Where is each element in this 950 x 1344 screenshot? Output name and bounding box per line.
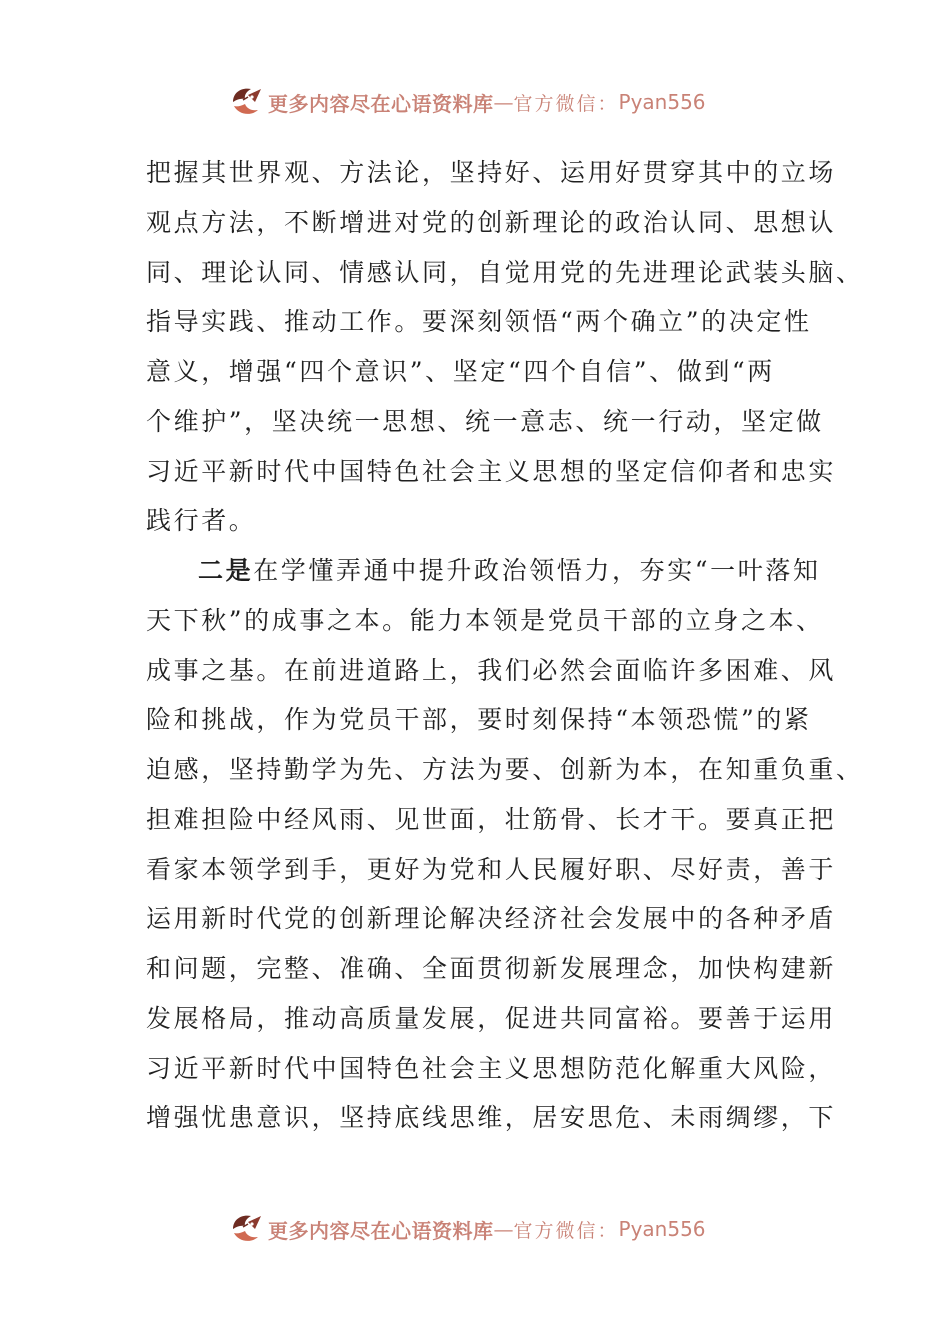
banner-wechat-label: 官方微信：: [513, 1219, 619, 1242]
document-body: [146, 148, 864, 1143]
banner-title: 更多内容尽在心语资料库: [268, 91, 494, 116]
p1-line: 习近平新时代中国特色社会主义思想的坚定信仰者和忠实: [146, 456, 837, 486]
p2-line: 发展格局，推动高质量发展，促进共同富裕。要善于运用: [146, 1003, 837, 1033]
p1-line: 个维护”，坚决统一思想、统一意志、统一行动，坚定做: [146, 406, 824, 436]
p2-line: 担难担险中经风雨、见世面，壮筋骨、长才干。要真正把: [146, 804, 837, 834]
p1-line: 指导实践、推动工作。要深刻领悟“两个确立”的决定性: [146, 307, 812, 337]
p2-lead: 二是: [198, 556, 254, 585]
p1-line: 观点方法，不断增进对党的创新理论的政治认同、思想认: [146, 207, 837, 237]
p2-line: 天下秋”的成事之本。能力本领是党员干部的立身之本、: [146, 605, 824, 635]
banner-dash: —: [493, 1217, 514, 1241]
banner-wechat-id: Pyan556: [618, 1217, 706, 1241]
p2-line: 和问题，完整、准确、全面贯彻新发展理念，加快构建新: [146, 954, 837, 983]
p2-line: 习近平新时代中国特色社会主义思想防范化解重大风险，: [146, 1053, 837, 1083]
banner-dash: —: [493, 90, 514, 114]
p2-line: 看家本领学到手，更好为党和人民履好职、尽好责，善于: [146, 854, 837, 884]
p2-first-line: [146, 546, 821, 596]
banner-wechat-id: Pyan556: [618, 90, 706, 114]
p1-line: 把握其世界观、方法论，坚持好、运用好贯穿其中的立场: [146, 158, 837, 187]
banner-title: 更多内容尽在心语资料库: [268, 1218, 494, 1243]
p2-line: 运用新时代党的创新理论解决经济社会发展中的各种矛盾: [146, 904, 837, 934]
footer-banner: [228, 1211, 748, 1247]
p2-line: 险和挑战，作为党员干部，要时刻保持“本领恐慌”的紧: [146, 705, 812, 735]
banner-wechat-label: 官方微信：: [513, 92, 619, 115]
p1-line: 意义，增强“四个意识”、坚定“四个自信”、做到“两: [146, 357, 775, 386]
p2-line: 增强忧患意识，坚持底线思维，居安思危、未雨绸缪，下: [146, 1103, 837, 1133]
p1-line: 同、理论认同、情感认同，自觉用党的先进理论武装头脑、: [146, 257, 864, 287]
p1-line: 践行者。: [146, 506, 257, 536]
pen-nib-logo-icon: [228, 1211, 264, 1247]
p2-line: 成事之基。在前进道路上，我们必然会面临许多困难、风: [146, 655, 837, 685]
pen-nib-logo-icon: [228, 84, 264, 120]
p2-first-line-rest: 在学懂弄通中提升政治领悟力，夯实“一叶落知: [253, 556, 821, 585]
header-banner: [228, 84, 748, 120]
p2-line: 迫感，坚持勤学为先、方法为要、创新为本，在知重负重、: [146, 755, 864, 784]
